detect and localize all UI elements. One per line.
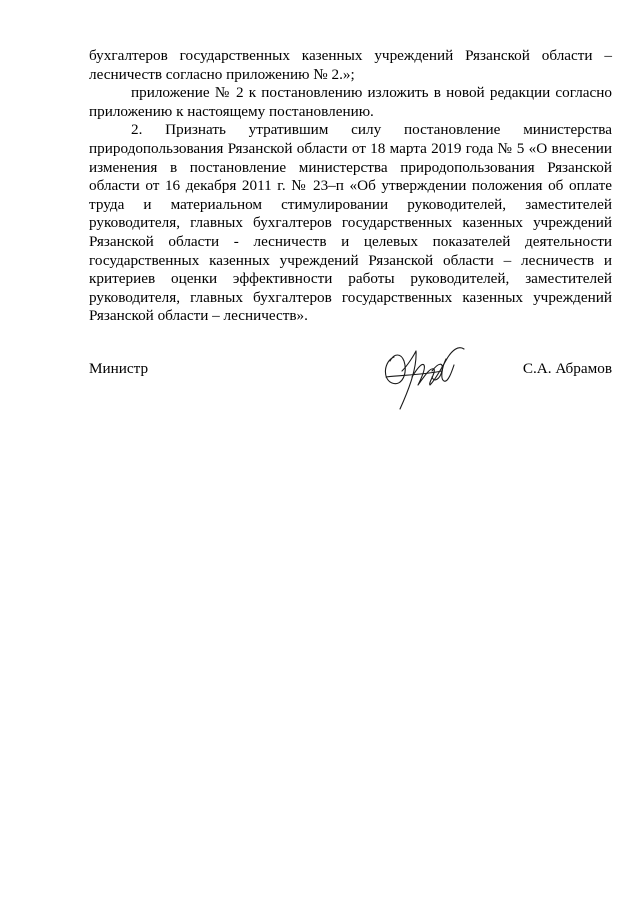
signer-position: Министр — [89, 360, 149, 377]
paragraph-item-2: 2. Признать утратившим силу постановление министерства природопользования Рязанской области от 18 марта 2019 года № 5 «О внесении изменения в постановление министерства природопользования Рязанской области от 16 декабря 2011 г. № 23–п «Об утверждении положения об оплате труда и материальном стимулировании руководителей, заместителей руководителя, главных бухгалтеров государственных казенных учреждений Рязанской области - лесничеств и целевых показателей деятельности государственных казенных учреждений Рязанской области – лесничеств и критериев оценки эффективности работы руководителей, заместителей руководителя, главных бухгалтеров государственных казенных учреждений Рязанской области – лесничеств». — [89, 121, 612, 325]
signature-block — [89, 360, 612, 380]
paragraph-appendix-note: приложение № 2 к постановлению изложить в новой редакции согласно приложению к настоящему постановлению. — [89, 84, 612, 120]
handwritten-signature — [372, 337, 472, 417]
signer-name: С.А. Абрамов — [522, 360, 612, 377]
document-body — [89, 47, 612, 326]
paragraph-continuation: бухгалтеров государственных казенных учреждений Рязанской области – лесничеств согласно приложению № 2.»; — [89, 47, 612, 83]
